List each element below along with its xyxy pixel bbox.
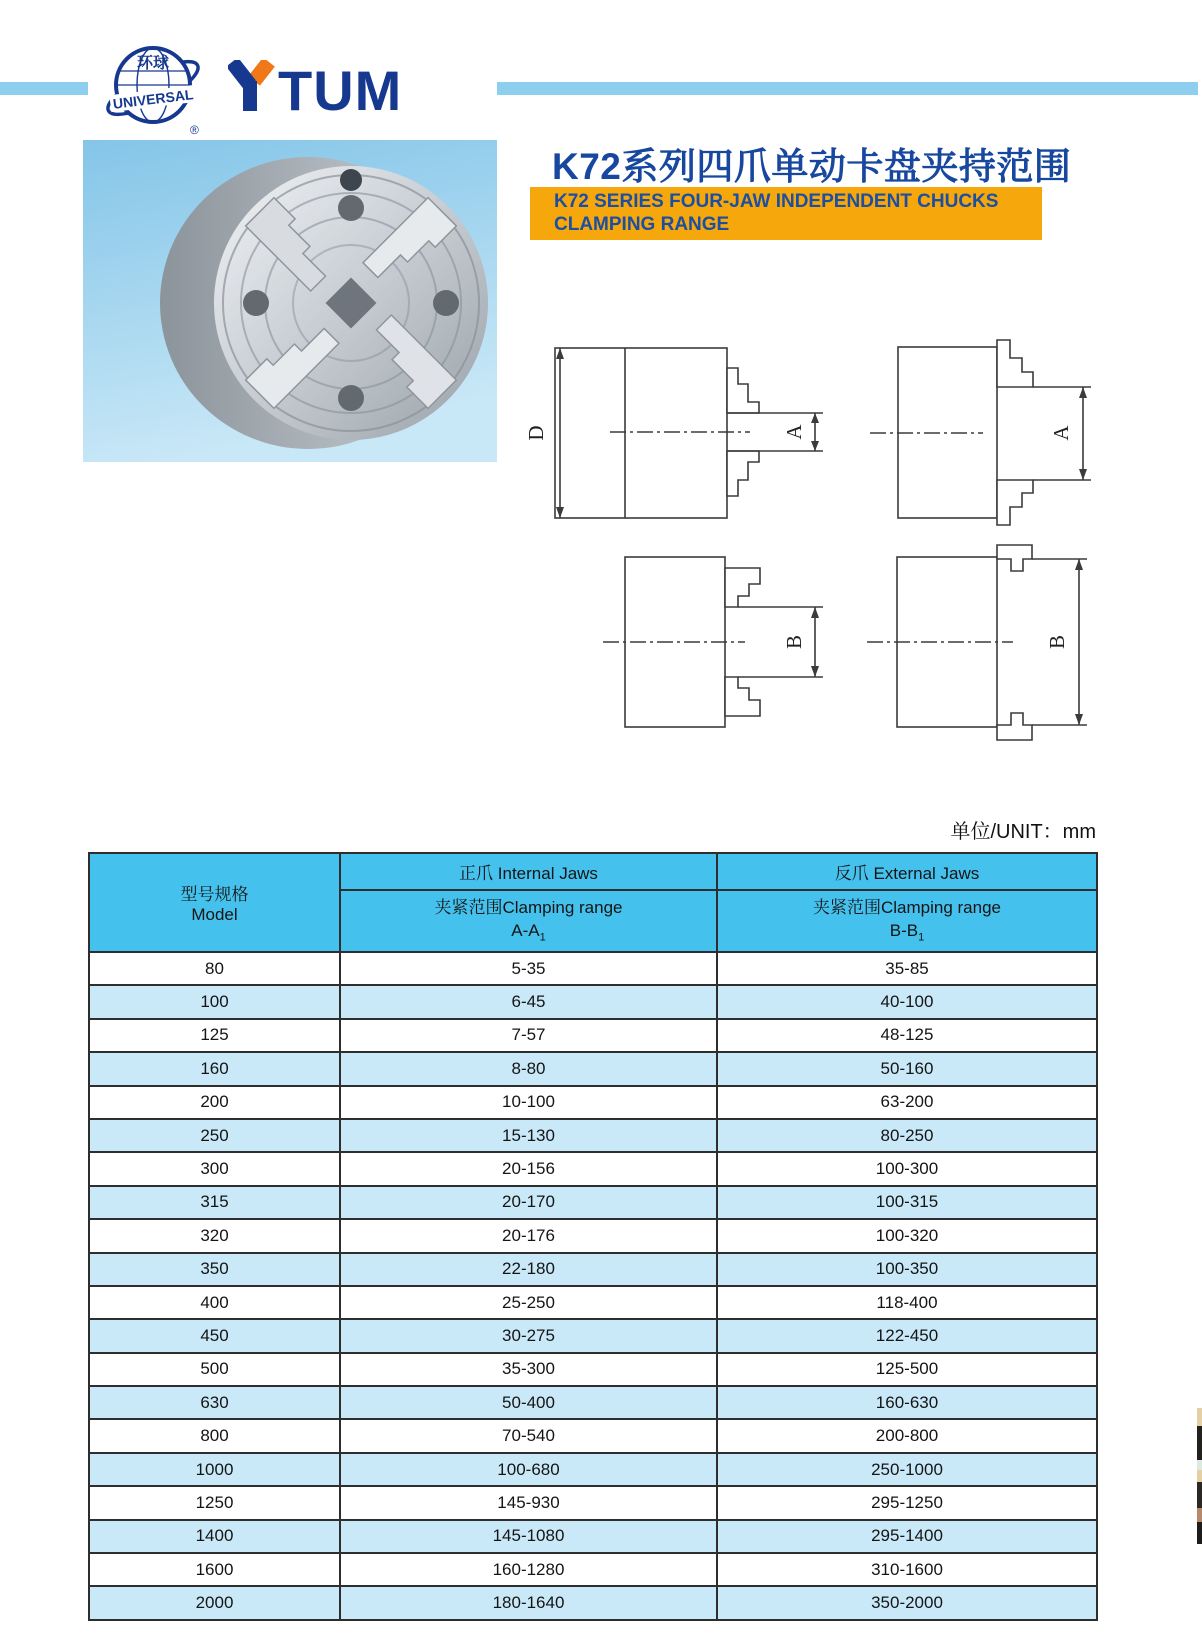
cell-model: 2000 <box>89 1586 340 1619</box>
table-header-group-row <box>89 853 1097 890</box>
cell-internal: 7-57 <box>340 1019 717 1052</box>
table-row <box>89 1219 1097 1252</box>
column-header-model <box>89 853 340 952</box>
cell-model: 315 <box>89 1186 340 1219</box>
cell-external: 250-1000 <box>717 1453 1097 1486</box>
logotype-y <box>232 62 269 111</box>
cell-model: 800 <box>89 1419 340 1452</box>
chuck-bolt-hole <box>243 290 269 316</box>
dim-label-B: B <box>782 634 806 650</box>
cell-model: 160 <box>89 1052 340 1085</box>
page-edge-artifact <box>1197 1408 1202 1558</box>
column-header-internal-jaws: 正爪 Internal Jaws <box>340 853 717 890</box>
internal-clamping-label: 夹紧范围Clamping range <box>434 897 623 917</box>
diagram-internal-jaws-min <box>525 335 825 532</box>
cell-internal: 145-1080 <box>340 1520 717 1553</box>
header-accent-bar-right <box>497 82 1198 95</box>
cell-external: 295-1400 <box>717 1520 1097 1553</box>
cell-external: 122-450 <box>717 1319 1097 1352</box>
internal-range-symbol: $A-A_1$ <box>511 920 546 944</box>
cell-internal: 20-170 <box>340 1186 717 1219</box>
cell-external: 100-300 <box>717 1152 1097 1185</box>
cell-internal: 8-80 <box>340 1052 717 1085</box>
cell-model: 630 <box>89 1386 340 1419</box>
diagram-external-jaws-max <box>855 543 1095 748</box>
diagram-internal-jaws-max <box>855 335 1100 532</box>
globe-text-en: UNIVERSAL <box>111 86 195 112</box>
table-row <box>89 1086 1097 1119</box>
chuck-bolt-hole <box>433 290 459 316</box>
cell-internal: 100-680 <box>340 1453 717 1486</box>
cell-external: 100-315 <box>717 1186 1097 1219</box>
cell-internal: 30-275 <box>340 1319 717 1352</box>
model-header-en: Model <box>191 905 238 924</box>
table-row <box>89 1052 1097 1085</box>
cell-model: 1600 <box>89 1553 340 1586</box>
table-row <box>89 1186 1097 1219</box>
cell-internal: 20-176 <box>340 1219 717 1252</box>
subtitle-banner <box>530 187 1042 240</box>
dim-label-B1: B <box>1045 634 1069 650</box>
table-row <box>89 1586 1097 1619</box>
column-header-external-jaws: 反爪 External Jaws <box>717 853 1097 890</box>
table-row <box>89 1019 1097 1052</box>
universal-globe-logo <box>102 38 204 138</box>
clamping-range-table <box>88 852 1098 1621</box>
cell-internal: 25-250 <box>340 1286 717 1319</box>
table-row <box>89 952 1097 985</box>
cell-internal: 15-130 <box>340 1119 717 1152</box>
table-row <box>89 1453 1097 1486</box>
cell-internal: 145-930 <box>340 1486 717 1519</box>
ytum-logotype <box>228 60 440 112</box>
dim-label-D: D <box>525 425 548 441</box>
chuck-body-illustration <box>160 157 488 449</box>
table-row <box>89 1386 1097 1419</box>
cell-model: 200 <box>89 1086 340 1119</box>
external-clamping-label: 夹紧范围Clamping range <box>812 897 1001 917</box>
subtitle-line2: CLAMPING RANGE <box>554 213 730 235</box>
cell-model: 80 <box>89 952 340 985</box>
logotype-y-orange-arm <box>254 62 269 81</box>
logotype-y-stem <box>243 81 257 111</box>
cell-internal: 180-1640 <box>340 1586 717 1619</box>
cell-internal: 35-300 <box>340 1353 717 1386</box>
table-row <box>89 1253 1097 1286</box>
table-row <box>89 1119 1097 1152</box>
cell-model: 350 <box>89 1253 340 1286</box>
page-title: K72系列四爪单动卡盘夹持范围 <box>552 146 1072 187</box>
table-row <box>89 1553 1097 1586</box>
cell-internal: 6-45 <box>340 985 717 1018</box>
cell-model: 500 <box>89 1353 340 1386</box>
cell-external: 125-500 <box>717 1353 1097 1386</box>
cell-external: 40-100 <box>717 985 1097 1018</box>
chuck-bolt-hole <box>338 385 364 411</box>
cell-external: 160-630 <box>717 1386 1097 1419</box>
dim-label-A: A <box>782 424 806 440</box>
globe-text-cn: 环球 <box>136 55 170 72</box>
diagram-external-jaws-min <box>595 548 830 738</box>
cell-external: 310-1600 <box>717 1553 1097 1586</box>
table-row <box>89 1419 1097 1452</box>
cell-internal: 50-400 <box>340 1386 717 1419</box>
table-row <box>89 1486 1097 1519</box>
cell-internal: 5-35 <box>340 952 717 985</box>
external-range-symbol: $B-B_1$ <box>889 920 925 944</box>
cell-model: 1250 <box>89 1486 340 1519</box>
cell-external: 63-200 <box>717 1086 1097 1119</box>
cell-internal: 70-540 <box>340 1419 717 1452</box>
cell-model: 400 <box>89 1286 340 1319</box>
chuck-brand-plate <box>340 169 362 191</box>
cell-internal: 10-100 <box>340 1086 717 1119</box>
header-accent-bar-left <box>0 82 88 95</box>
column-subheader-internal-range <box>340 890 717 952</box>
model-header-cn: 型号规格 <box>180 885 249 904</box>
table-row <box>89 1353 1097 1386</box>
cell-model: 1400 <box>89 1520 340 1553</box>
cell-external: 118-400 <box>717 1286 1097 1319</box>
cell-model: 1000 <box>89 1453 340 1486</box>
subtitle-line1: K72 SERIES FOUR-JAW INDEPENDENT CHUCKS <box>554 191 999 213</box>
cell-external: 100-320 <box>717 1219 1097 1252</box>
cell-model: 100 <box>89 985 340 1018</box>
cell-internal: 20-156 <box>340 1152 717 1185</box>
cell-model: 300 <box>89 1152 340 1185</box>
cell-external: 50-160 <box>717 1052 1097 1085</box>
table-row <box>89 1152 1097 1185</box>
table-row <box>89 1286 1097 1319</box>
cell-external: 200-800 <box>717 1419 1097 1452</box>
table-row <box>89 1319 1097 1352</box>
cell-external: 48-125 <box>717 1019 1097 1052</box>
logotype-tum: TUM <box>278 60 403 112</box>
chuck-bolt-hole <box>338 195 364 221</box>
dim-label-A1: A <box>1049 425 1073 441</box>
registered-mark: ® <box>190 123 199 137</box>
cell-external: 350-2000 <box>717 1586 1097 1619</box>
cell-internal: 22-180 <box>340 1253 717 1286</box>
cell-external: 35-85 <box>717 952 1097 985</box>
product-photo-chuck <box>83 140 497 462</box>
unit-note: 单位/UNIT：mm <box>950 821 1096 843</box>
cell-internal: 160-1280 <box>340 1553 717 1586</box>
cell-external: 80-250 <box>717 1119 1097 1152</box>
cell-external: 295-1250 <box>717 1486 1097 1519</box>
cell-model: 250 <box>89 1119 340 1152</box>
table-row <box>89 1520 1097 1553</box>
cell-model: 125 <box>89 1019 340 1052</box>
table-body <box>89 952 1097 1620</box>
cell-model: 320 <box>89 1219 340 1252</box>
cell-external: 100-350 <box>717 1253 1097 1286</box>
cell-model: 450 <box>89 1319 340 1352</box>
column-subheader-external-range <box>717 890 1097 952</box>
table-row <box>89 985 1097 1018</box>
